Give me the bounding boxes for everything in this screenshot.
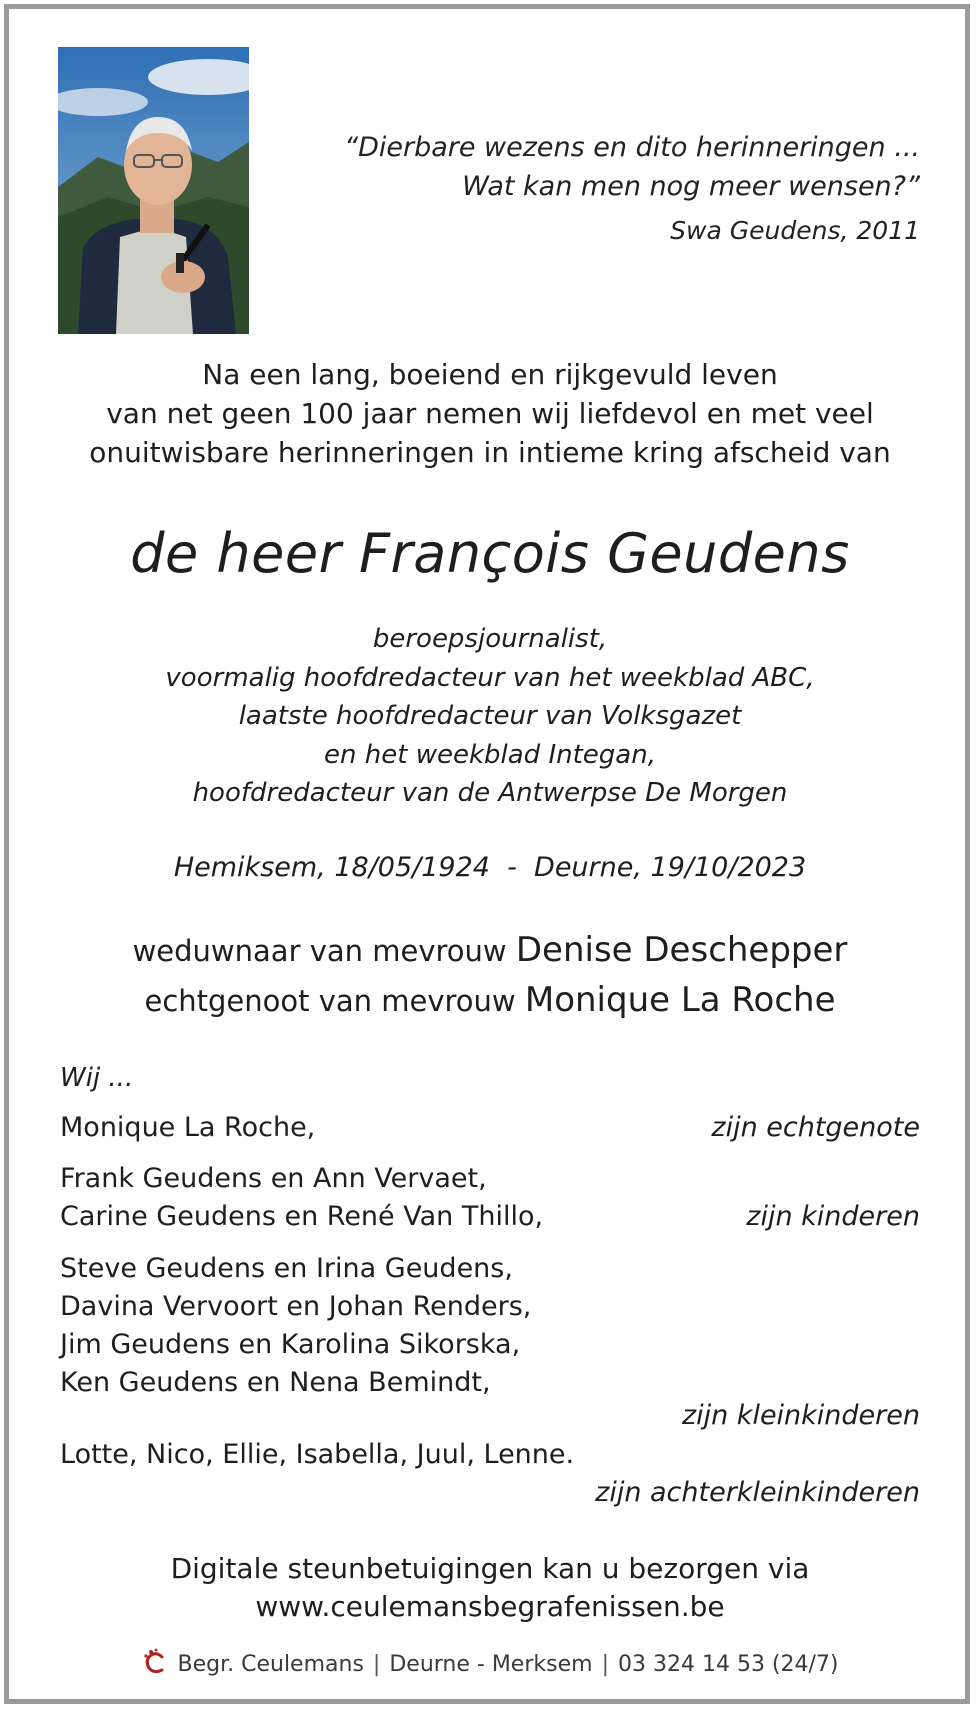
family-grandchildren-name: Ken Geudens en Nena Bemindt, — [60, 1367, 491, 1398]
family-grandchildren-name: Steve Geudens en Irina Geudens, — [60, 1253, 513, 1284]
funeral-home-location: Deurne - Merksem — [389, 1652, 593, 1677]
family-children-relation: zijn kinderen — [746, 1201, 920, 1232]
family-grandchildren-relation: zijn kleinkinderen — [681, 1400, 920, 1431]
spouse-name: Denise Deschepper — [515, 930, 848, 970]
title-line: voormalig hoofdredacteur van het weekblad ABC, — [165, 662, 815, 693]
funeral-home-logo-icon — [142, 1648, 168, 1682]
funeral-home-bar — [0, 1648, 980, 1682]
funeral-home-name: Begr. Ceulemans — [177, 1652, 364, 1677]
intro-text — [0, 355, 980, 472]
intro-line-2: van net geen 100 jaar nemen wij liefdevol en met veel — [106, 397, 874, 430]
intro-line-1: Na een lang, boeiend en rijkgevuld leven — [202, 358, 778, 391]
condolence-message — [0, 1550, 980, 1626]
quote — [280, 128, 920, 206]
condolence-line: Digitale steunbetuigingen kan u bezorgen via — [170, 1552, 810, 1585]
birth-death-dates: Hemiksem, 18/05/1924 - Deurne, 19/10/2023 — [173, 852, 807, 883]
family-spouse-relation: zijn echtgenote — [711, 1112, 920, 1143]
spouse-prefix: echtgenoot van mevrouw — [144, 984, 525, 1018]
family-children-name: Frank Geudens en Ann Vervaet, — [60, 1163, 487, 1194]
family-great-grandchildren-relation: zijn achterkleinkinderen — [595, 1477, 920, 1508]
portrait-photo — [58, 47, 249, 334]
quote-line-2: Wat kan men nog meer wensen?” — [462, 171, 920, 202]
title-line: laatste hoofdredacteur van Volksgazet — [238, 701, 742, 731]
family-children-name: Carine Geudens en René Van Thillo, — [60, 1201, 544, 1232]
spouse-name: Monique La Roche — [524, 980, 836, 1020]
title-line: beroepsjournalist, — [372, 624, 608, 654]
spouse-line-widower — [0, 930, 980, 970]
family-great-grandchildren-names: Lotte, Nico, Ellie, Isabella, Juul, Lenne. — [60, 1439, 575, 1470]
quote-line-1: “Dierbare wezens en dito herinneringen ... — [344, 132, 920, 163]
deceased-name: de heer François Geudens — [130, 522, 850, 585]
funeral-home-phone[interactable]: 03 324 14 53 (24/7) — [617, 1652, 839, 1677]
family-grandchildren-name: Davina Vervoort en Johan Renders, — [60, 1291, 532, 1322]
separator: | — [372, 1652, 381, 1677]
condolence-url[interactable]: www.ceulemansbegrafenissen.be — [255, 1590, 725, 1623]
title-line: en het weekblad Integan, — [324, 739, 656, 770]
family-spouse-names: Monique La Roche, — [60, 1112, 316, 1143]
family-grandchildren-name: Jim Geudens en Karolina Sikorska, — [60, 1329, 521, 1360]
separator: | — [601, 1652, 609, 1677]
spouse-prefix: weduwnaar van mevrouw — [132, 934, 516, 968]
title-line: hoofdredacteur van de Antwerpse De Morgen — [192, 778, 788, 808]
spouse-line-husband — [0, 980, 980, 1020]
quote-author: Swa Geudens, 2011 — [670, 216, 920, 245]
intro-line-3: onuitwisbare herinneringen in intieme kring afscheid van — [89, 436, 891, 469]
family-intro: Wij ... — [60, 1063, 134, 1093]
professional-titles — [0, 620, 980, 813]
